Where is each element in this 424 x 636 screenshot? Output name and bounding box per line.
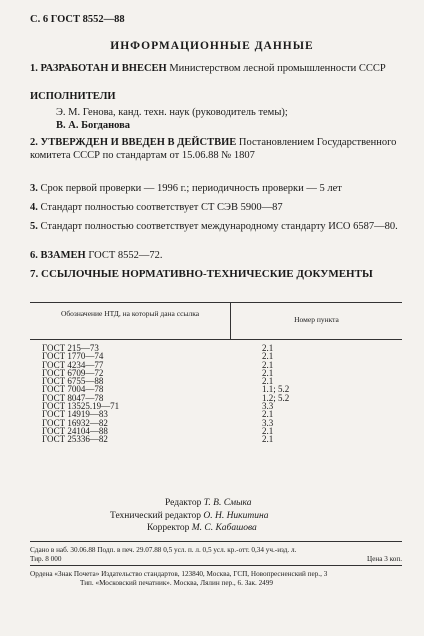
corrector-name: М. С. Кабашова [191, 523, 257, 533]
publisher-block [30, 565, 402, 588]
executors-keyword: ИСПОЛНИТЕЛИ [30, 91, 116, 102]
item-4-text: Стандарт полностью соответствует СТ СЭВ 5900—87 [37, 202, 283, 213]
item-2-text: Постановлением Государственного комитета СССР по стандартам от 15.06.88 № 1807 [30, 137, 397, 161]
tech-editor-name: О. Н. Никитина [203, 510, 269, 521]
table-row [30, 435, 402, 443]
section-title: ИНФОРМАЦИОННЫЕ ДАННЫЕ [110, 40, 314, 52]
corrector-line [110, 522, 268, 535]
item-2-keyword: УТВЕРЖДЕН И ВВЕДЕН В ДЕЙСТВИЕ [40, 137, 237, 148]
editor-line [110, 497, 268, 510]
document-cell: ГОСТ 16932—82 [42, 417, 108, 428]
references-table [30, 302, 402, 444]
document-cell: ГОСТ 13525.19—71 [42, 401, 120, 412]
publisher-line: Ордена «Знак Почета» Издательство стандартов, 123840, Москва, ГСП, Новопресненский пер., 3 [30, 570, 328, 578]
tech-editor-line [110, 510, 268, 523]
clause-cell: 2.1 [262, 351, 274, 362]
table-body [30, 340, 402, 444]
document-cell: ГОСТ 25336—82 [42, 434, 108, 445]
imprint-block [30, 541, 402, 564]
corrector-label: Корректор [147, 523, 190, 533]
item-4 [30, 201, 400, 214]
document-cell: ГОСТ 24104—88 [42, 425, 108, 436]
clause-cell: 2.1 [262, 409, 274, 420]
page-header: С. 6 ГОСТ 8552—88 [30, 14, 125, 25]
executors-heading [30, 90, 400, 103]
item-6 [30, 249, 400, 262]
imprint-price: Цена 3 коп. [367, 555, 402, 563]
document-cell: ГОСТ 4234—77 [42, 359, 104, 370]
document-cell: ГОСТ 6755—88 [42, 376, 104, 387]
item-3 [30, 182, 400, 195]
item-7-keyword: ССЫЛОЧНЫЕ НОРМАТИВНО-ТЕХНИЧЕСКИЕ ДОКУМЕНТЫ [38, 268, 373, 280]
item-4-number: 4. [30, 202, 38, 213]
clause-cell: 3.3 [262, 401, 274, 412]
imprint-print-run: Тир. 8 000 [30, 555, 62, 563]
executor-line-2: В. А. Богданова [56, 120, 131, 131]
editor-name: Т. В. Смыка [203, 498, 252, 508]
executor-line-1: Э. М. Генова, канд. техн. наук (руководитель темы); [56, 107, 288, 118]
document-cell: ГОСТ 7004—78 [42, 384, 104, 395]
item-1-text: Министерством лесной промышленности СССР [166, 63, 386, 74]
document-cell: ГОСТ 215—73 [42, 343, 99, 353]
item-7-number: 7. [30, 268, 39, 280]
document-cell: ГОСТ 8047—78 [42, 392, 104, 403]
table-header [30, 302, 402, 340]
printer-line: Тип. «Московский печатник». Москва, Лялин пер., 6. Зак. 2499 [80, 579, 273, 587]
item-7 [30, 268, 400, 281]
item-3-text: Срок первой проверки — 1996 г.; периодичность проверки — 5 лет [37, 183, 342, 194]
item-6-number: 6. [30, 250, 38, 261]
editor-label: Редактор [165, 498, 202, 508]
item-3-number: 3. [30, 183, 38, 194]
item-1-keyword: РАЗРАБОТАН И ВНЕСЕН [40, 63, 167, 74]
item-5 [30, 220, 400, 233]
header-document: Обозначение НТД, на который дана ссылка [60, 309, 200, 318]
document-cell: ГОСТ 6709—72 [42, 367, 104, 378]
clause-cell: 2.1 [262, 425, 274, 436]
clause-cell: 2.1 [262, 359, 274, 370]
header-clause: Номер пункта [230, 303, 402, 339]
item-2-number: 2. [30, 137, 38, 148]
editors-block [110, 497, 268, 535]
clause-cell: 1.1; 5.2 [262, 384, 290, 395]
clause-cell: 2.1 [262, 434, 274, 445]
item-6-text: ГОСТ 8552—72. [85, 250, 163, 261]
item-1-number: 1. [30, 63, 38, 74]
clause-cell: 2.1 [262, 367, 274, 378]
item-5-text: Стандарт полностью соответствует международному стандарту ИСО 6587—80. [37, 221, 398, 232]
clause-cell: 1.2; 5.2 [262, 392, 290, 403]
item-5-number: 5. [30, 221, 38, 232]
imprint-line-1: Сдано в наб. 30.06.88 Подп. в печ. 29.07.88 0,5 усл. п. л. 0,5 усл. кр.-отт. 0,34 уч.-изд. л. [30, 546, 297, 554]
tech-editor-label: Технический редактор [110, 510, 201, 521]
item-2 [30, 136, 400, 162]
clause-cell: 3.3 [262, 417, 274, 428]
document-cell: ГОСТ 1770—74 [42, 351, 104, 362]
document-cell: ГОСТ 14919—83 [42, 409, 108, 420]
clause-cell: 2.1 [262, 376, 274, 387]
clause-cell: 2.1 [262, 343, 274, 353]
item-1 [30, 62, 400, 75]
item-6-keyword: ВЗАМЕН [37, 250, 86, 261]
